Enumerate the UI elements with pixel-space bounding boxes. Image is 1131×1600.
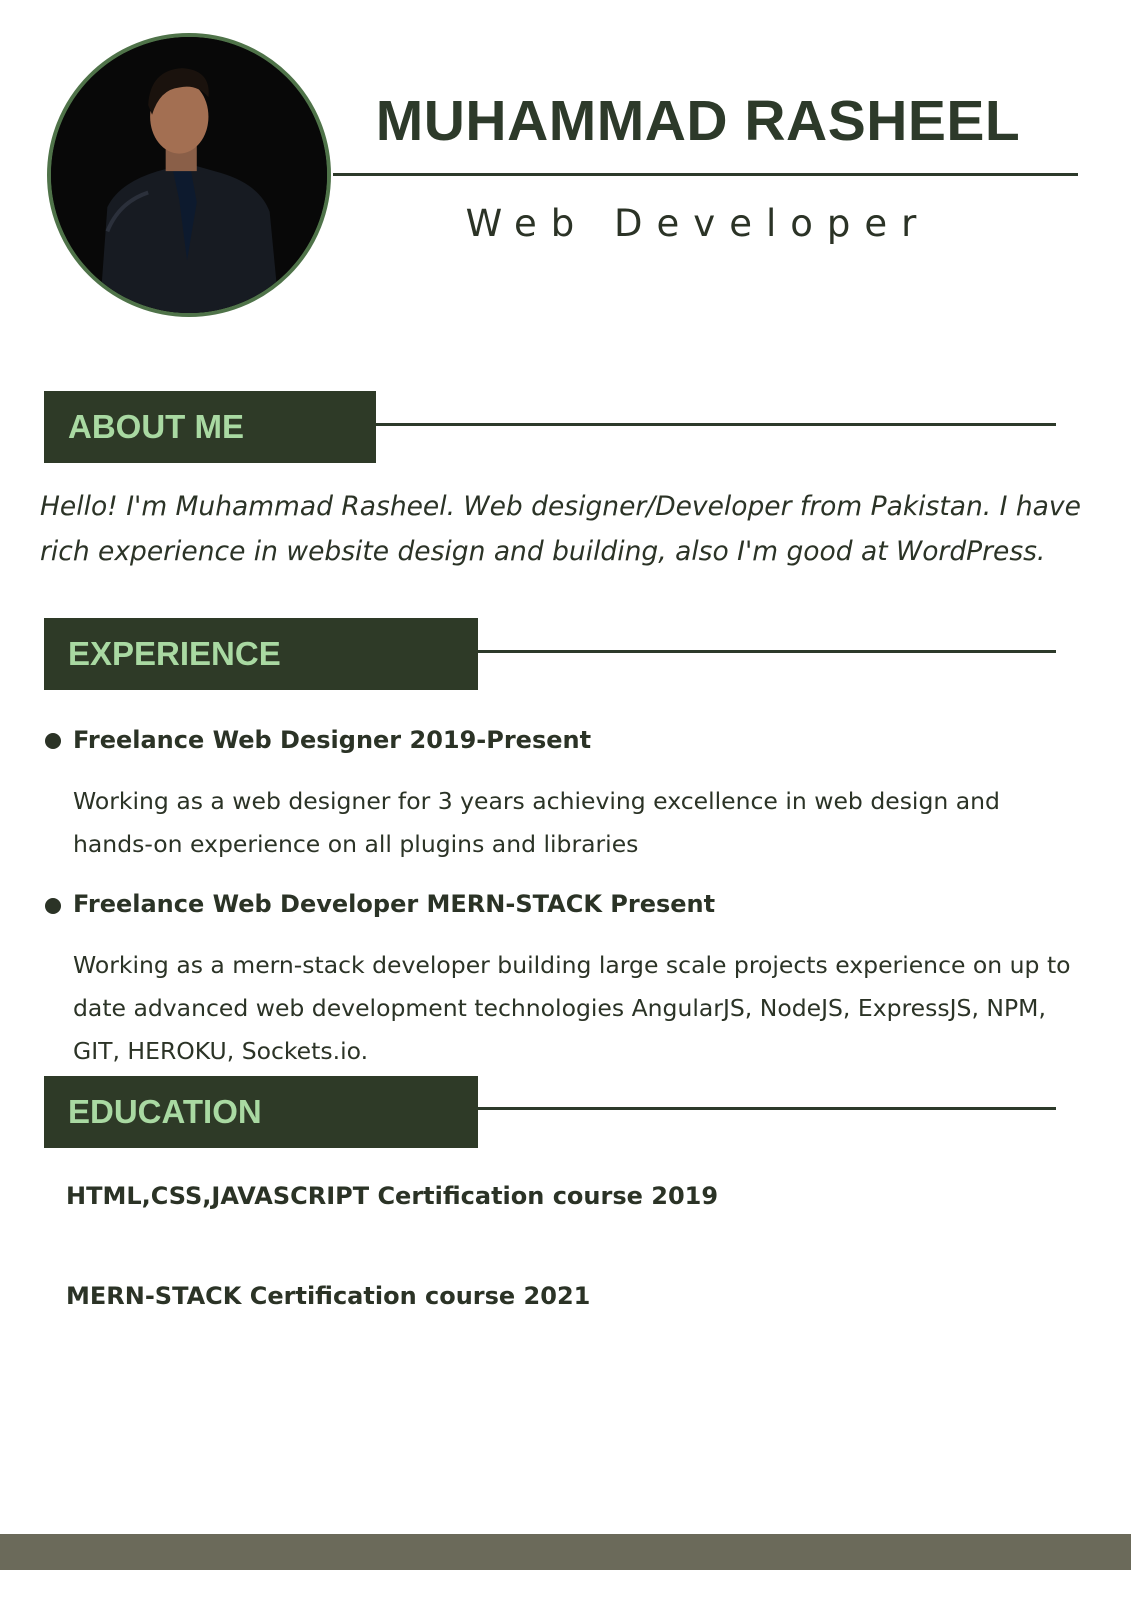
experience-divider (478, 650, 1056, 653)
experience-item-title: Freelance Web Designer 2019-Present (73, 726, 592, 754)
about-section-heading (44, 391, 376, 463)
about-heading-label: ABOUT ME (68, 408, 244, 445)
experience-item-description: Working as a mern-stack developer building large scale projects experience on up to date advanced web development technologies AngularJS, NodeJS, ExpressJS, NPM, GIT, HEROKU, Sockets.io. (73, 951, 1071, 1065)
job-title: Web Developer (465, 202, 931, 245)
experience-item-title: Freelance Web Developer MERN-STACK Present (73, 890, 716, 918)
footer-bar (0, 1534, 1131, 1570)
bullet-icon (45, 733, 61, 749)
header-divider (333, 173, 1078, 176)
about-text: Hello! I'm Muhammad Rasheel. Web designer/Developer from Pakistan. I have rich experience in website design and building, also I'm good at WordPress. (40, 491, 1081, 567)
education-item: MERN-STACK Certification course 2021 (66, 1282, 591, 1310)
about-divider (376, 423, 1056, 426)
experience-item-description: Working as a web designer for 3 years achieving excellence in web design and hands-on experience on all plugins and libraries (73, 787, 1000, 858)
profile-photo-image (51, 37, 327, 313)
education-section-heading (44, 1076, 478, 1148)
education-item: HTML,CSS,JAVASCRIPT Certification course 2019 (66, 1182, 719, 1210)
education-divider (478, 1107, 1056, 1110)
candidate-name: MUHAMMAD RASHEEL (375, 89, 1021, 153)
experience-heading-label: EXPERIENCE (68, 635, 281, 672)
bullet-icon (45, 898, 61, 914)
education-heading-label: EDUCATION (68, 1093, 262, 1130)
experience-section-heading (44, 618, 478, 690)
profile-photo (47, 33, 331, 317)
